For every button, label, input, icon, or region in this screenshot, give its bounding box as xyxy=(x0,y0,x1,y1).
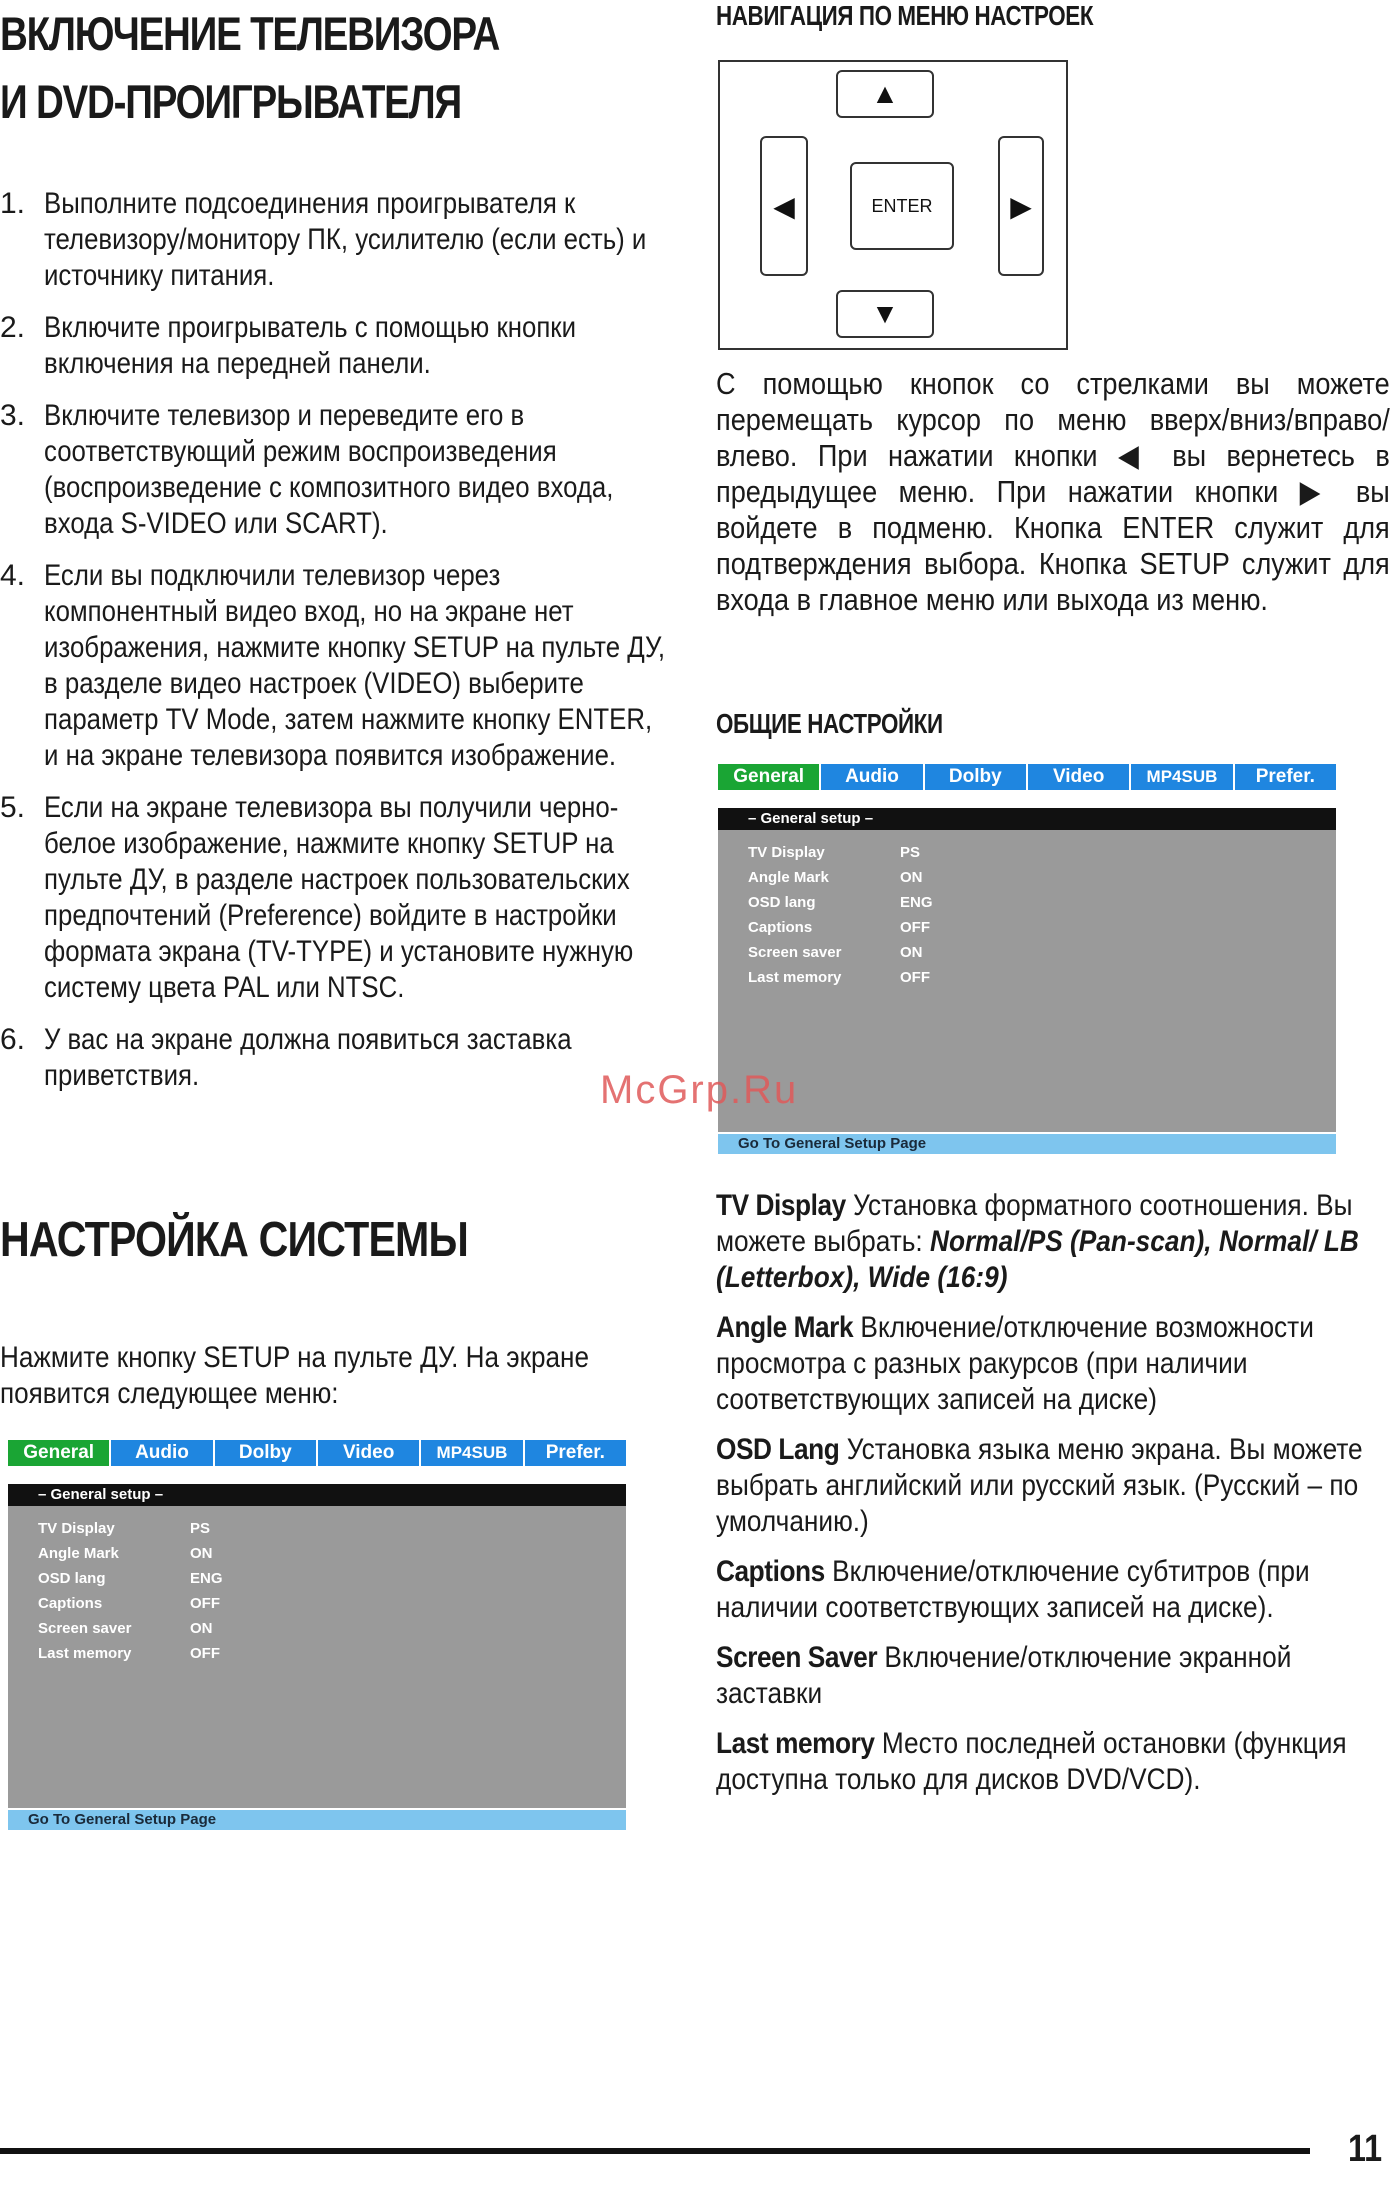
down-arrow-icon: ▼ xyxy=(836,290,934,338)
row-value: ON xyxy=(900,944,923,961)
section-title-navigation: НАВИГАЦИЯ ПО МЕНЮ НАСТРОЕК xyxy=(716,0,1094,31)
title-line-1: ВКЛЮЧЕНИЕ ТЕЛЕВИЗОРА xyxy=(0,7,500,60)
menu-row-osd-lang[interactable] xyxy=(748,894,933,919)
row-value: PS xyxy=(900,844,921,861)
menu-tabs xyxy=(8,1440,626,1466)
definition-angle-mark xyxy=(716,1310,1390,1418)
menu-footer: Go To General Setup Page xyxy=(8,1810,626,1830)
tab-dolby[interactable]: Dolby xyxy=(215,1440,318,1466)
nav-text-part-2: вы вернетесь в предыдущее меню. При нажатии кнопки xyxy=(716,438,1390,509)
definition-last-memory xyxy=(716,1726,1390,1798)
panel-title: – General setup – xyxy=(8,1484,626,1506)
definition-term: TV Display xyxy=(716,1189,846,1222)
menu-panel xyxy=(8,1484,626,1808)
list-item xyxy=(0,398,670,542)
step-text: У вас на экране должна появиться заставка приветствия. xyxy=(44,1023,572,1092)
left-triangle-icon: ◀ xyxy=(1117,438,1152,473)
definition-term: OSD Lang xyxy=(716,1433,840,1466)
menu-row-captions[interactable] xyxy=(38,1595,223,1620)
list-item xyxy=(0,790,670,1006)
title-line-2: И DVD-ПРОИГРЫВАТЕЛЯ xyxy=(0,75,461,128)
menu-row-last-memory[interactable] xyxy=(748,969,933,994)
up-arrow-icon: ▲ xyxy=(836,70,934,118)
panel-title: – General setup – xyxy=(718,808,1336,830)
tab-dolby[interactable]: Dolby xyxy=(925,764,1028,790)
menu-row-angle-mark[interactable] xyxy=(38,1545,223,1570)
menu-row-screen-saver[interactable] xyxy=(38,1620,223,1645)
row-value: ON xyxy=(190,1620,213,1637)
row-key: TV Display xyxy=(748,844,825,861)
definition-text: Включение/отключение возможности просмотра с разных ракурсов (при наличии соответствующих записей на диске) xyxy=(716,1311,1314,1416)
page-number: 11 xyxy=(1348,2128,1383,2170)
nav-text-part-3: вы войдете в подменю. Кнопка ENTER служит для подтверждения выбора. Кнопка SETUP служит для входа в главное меню или выхода из меню. xyxy=(716,474,1390,617)
row-value: ENG xyxy=(900,894,933,911)
definition-captions xyxy=(716,1554,1390,1626)
row-value: ON xyxy=(190,1545,213,1562)
list-item xyxy=(0,1022,670,1094)
menu-tabs xyxy=(718,764,1336,790)
menu-row-last-memory[interactable] xyxy=(38,1645,223,1670)
tab-video[interactable]: Video xyxy=(318,1440,421,1466)
section-title-general: ОБЩИЕ НАСТРОЙКИ xyxy=(716,708,943,739)
row-value: PS xyxy=(190,1520,211,1537)
menu-panel xyxy=(718,808,1336,1132)
row-key: OSD lang xyxy=(38,1570,106,1587)
row-value: OFF xyxy=(190,1645,220,1662)
right-arrow-icon: ▶ xyxy=(998,136,1044,276)
row-key: Last memory xyxy=(748,969,842,986)
row-value: OFF xyxy=(900,919,930,936)
row-key: Captions xyxy=(38,1595,103,1612)
tab-audio[interactable]: Audio xyxy=(821,764,924,790)
list-item xyxy=(0,310,670,382)
section-title-system: НАСТРОЙКА СИСТЕМЫ xyxy=(0,1213,468,1267)
definition-screen-saver xyxy=(716,1640,1390,1712)
step-text: Выполните подсоединения проигрывателя к телевизору/монитору ПК, усилителю (если есть) и источнику питания. xyxy=(44,187,647,292)
row-value: OFF xyxy=(900,969,930,986)
setup-menu-screenshot-right xyxy=(718,764,1336,1154)
definition-term: Angle Mark xyxy=(716,1311,854,1344)
row-key: Angle Mark xyxy=(748,869,829,886)
tab-video[interactable]: Video xyxy=(1028,764,1131,790)
tab-audio[interactable]: Audio xyxy=(111,1440,214,1466)
menu-rows xyxy=(38,1520,223,1670)
menu-row-tv-display[interactable] xyxy=(38,1520,223,1545)
definition-emphasis: Normal/PS (Pan-scan), Normal/ LB (Letterbox), Wide (16:9) xyxy=(716,1225,1359,1294)
tab-mp4sub[interactable]: MP4SUB xyxy=(421,1440,524,1466)
step-number: 1. xyxy=(0,187,26,220)
nav-text-part-1: С помощью кнопок со стрелками вы можете перемещать курсор по меню вверх/вниз/вправо/влево. При нажатии кнопки xyxy=(716,366,1390,473)
system-intro-text: Нажмите кнопку SETUP на пульте ДУ. На экране появится следующее меню: xyxy=(0,1341,589,1410)
tab-prefer[interactable]: Prefer. xyxy=(1235,764,1336,790)
list-item xyxy=(0,186,670,294)
left-arrow-icon: ◀ xyxy=(760,136,808,276)
definition-text: Место последней остановки (функция доступна только для дисков DVD/VCD). xyxy=(716,1727,1347,1796)
general-settings-definitions xyxy=(716,1188,1390,1812)
step-text: Включите телевизор и переведите его в соответствующий режим воспроизведения (воспроизведение с композитного видео входа, входа S-VIDEO или SCART). xyxy=(44,399,614,540)
step-number: 3. xyxy=(0,399,26,432)
menu-row-angle-mark[interactable] xyxy=(748,869,933,894)
definition-text: Установка языка меню экрана. Вы можете выбрать английский или русский язык. (Русский – по умолчанию.) xyxy=(716,1433,1363,1538)
definition-term: Captions xyxy=(716,1555,825,1588)
footer-rule xyxy=(0,2148,1310,2154)
remote-navigation-diagram xyxy=(718,60,1068,350)
tab-mp4sub[interactable]: MP4SUB xyxy=(1131,764,1234,790)
menu-footer: Go To General Setup Page xyxy=(718,1134,1336,1154)
definition-tv-display xyxy=(716,1188,1390,1296)
step-number: 6. xyxy=(0,1023,26,1056)
tab-general[interactable]: General xyxy=(8,1440,111,1466)
tab-general[interactable]: General xyxy=(718,764,821,790)
enter-button-icon: ENTER xyxy=(850,162,954,250)
row-value: ENG xyxy=(190,1570,223,1587)
navigation-text xyxy=(716,366,1390,618)
watermark: McGrp.Ru xyxy=(600,1068,799,1112)
row-value: ON xyxy=(900,869,923,886)
section-title-power xyxy=(0,0,558,136)
step-number: 4. xyxy=(0,559,26,592)
step-text: Если на экране телевизора вы получили черно-белое изображение, нажмите кнопку SETUP на пульте ДУ, в разделе настроек пользовательских предпочтений (Preference) войдите в настройки формата экрана (TV-TYPE) и установите нужную систему цвета PAL или NTSC. xyxy=(44,791,634,1004)
list-item xyxy=(0,558,670,774)
step-number: 2. xyxy=(0,311,26,344)
row-key: Screen saver xyxy=(748,944,842,961)
menu-row-osd-lang[interactable] xyxy=(38,1570,223,1595)
row-key: Angle Mark xyxy=(38,1545,119,1562)
step-text: Если вы подключили телевизор через компонентный видео вход, но на экране нет изображения, нажмите кнопку SETUP на пульте ДУ, в разделе видео настроек (VIDEO) выберите параметр TV Mode, затем нажмите кнопку ENTER, и на экране телевизора появится изображение. xyxy=(44,559,666,772)
row-key: OSD lang xyxy=(748,894,816,911)
definition-text: Включение/отключение субтитров (при наличии соответствующих записей на диске). xyxy=(716,1555,1310,1624)
right-triangle-icon: ▶ xyxy=(1299,474,1335,509)
definition-osd-lang xyxy=(716,1432,1390,1540)
row-value: OFF xyxy=(190,1595,220,1612)
definition-text: Установка форматного соотношения. Вы можете выбрать: xyxy=(716,1189,1353,1258)
menu-rows xyxy=(748,844,933,994)
menu-row-captions[interactable] xyxy=(748,919,933,944)
definition-term: Last memory xyxy=(716,1727,875,1760)
row-key: TV Display xyxy=(38,1520,115,1537)
menu-row-screen-saver[interactable] xyxy=(748,944,933,969)
definition-term: Screen Saver xyxy=(716,1641,878,1674)
step-text: Включите проигрыватель с помощью кнопки включения на передней панели. xyxy=(44,311,577,380)
tab-prefer[interactable]: Prefer. xyxy=(525,1440,626,1466)
row-key: Captions xyxy=(748,919,813,936)
step-number: 5. xyxy=(0,791,26,824)
row-key: Last memory xyxy=(38,1645,132,1662)
definition-text: Включение/отключение экранной заставки xyxy=(716,1641,1292,1710)
row-key: Screen saver xyxy=(38,1620,132,1637)
power-steps-list xyxy=(0,186,670,1110)
menu-row-tv-display[interactable] xyxy=(748,844,933,869)
setup-menu-screenshot-left xyxy=(8,1440,626,1830)
